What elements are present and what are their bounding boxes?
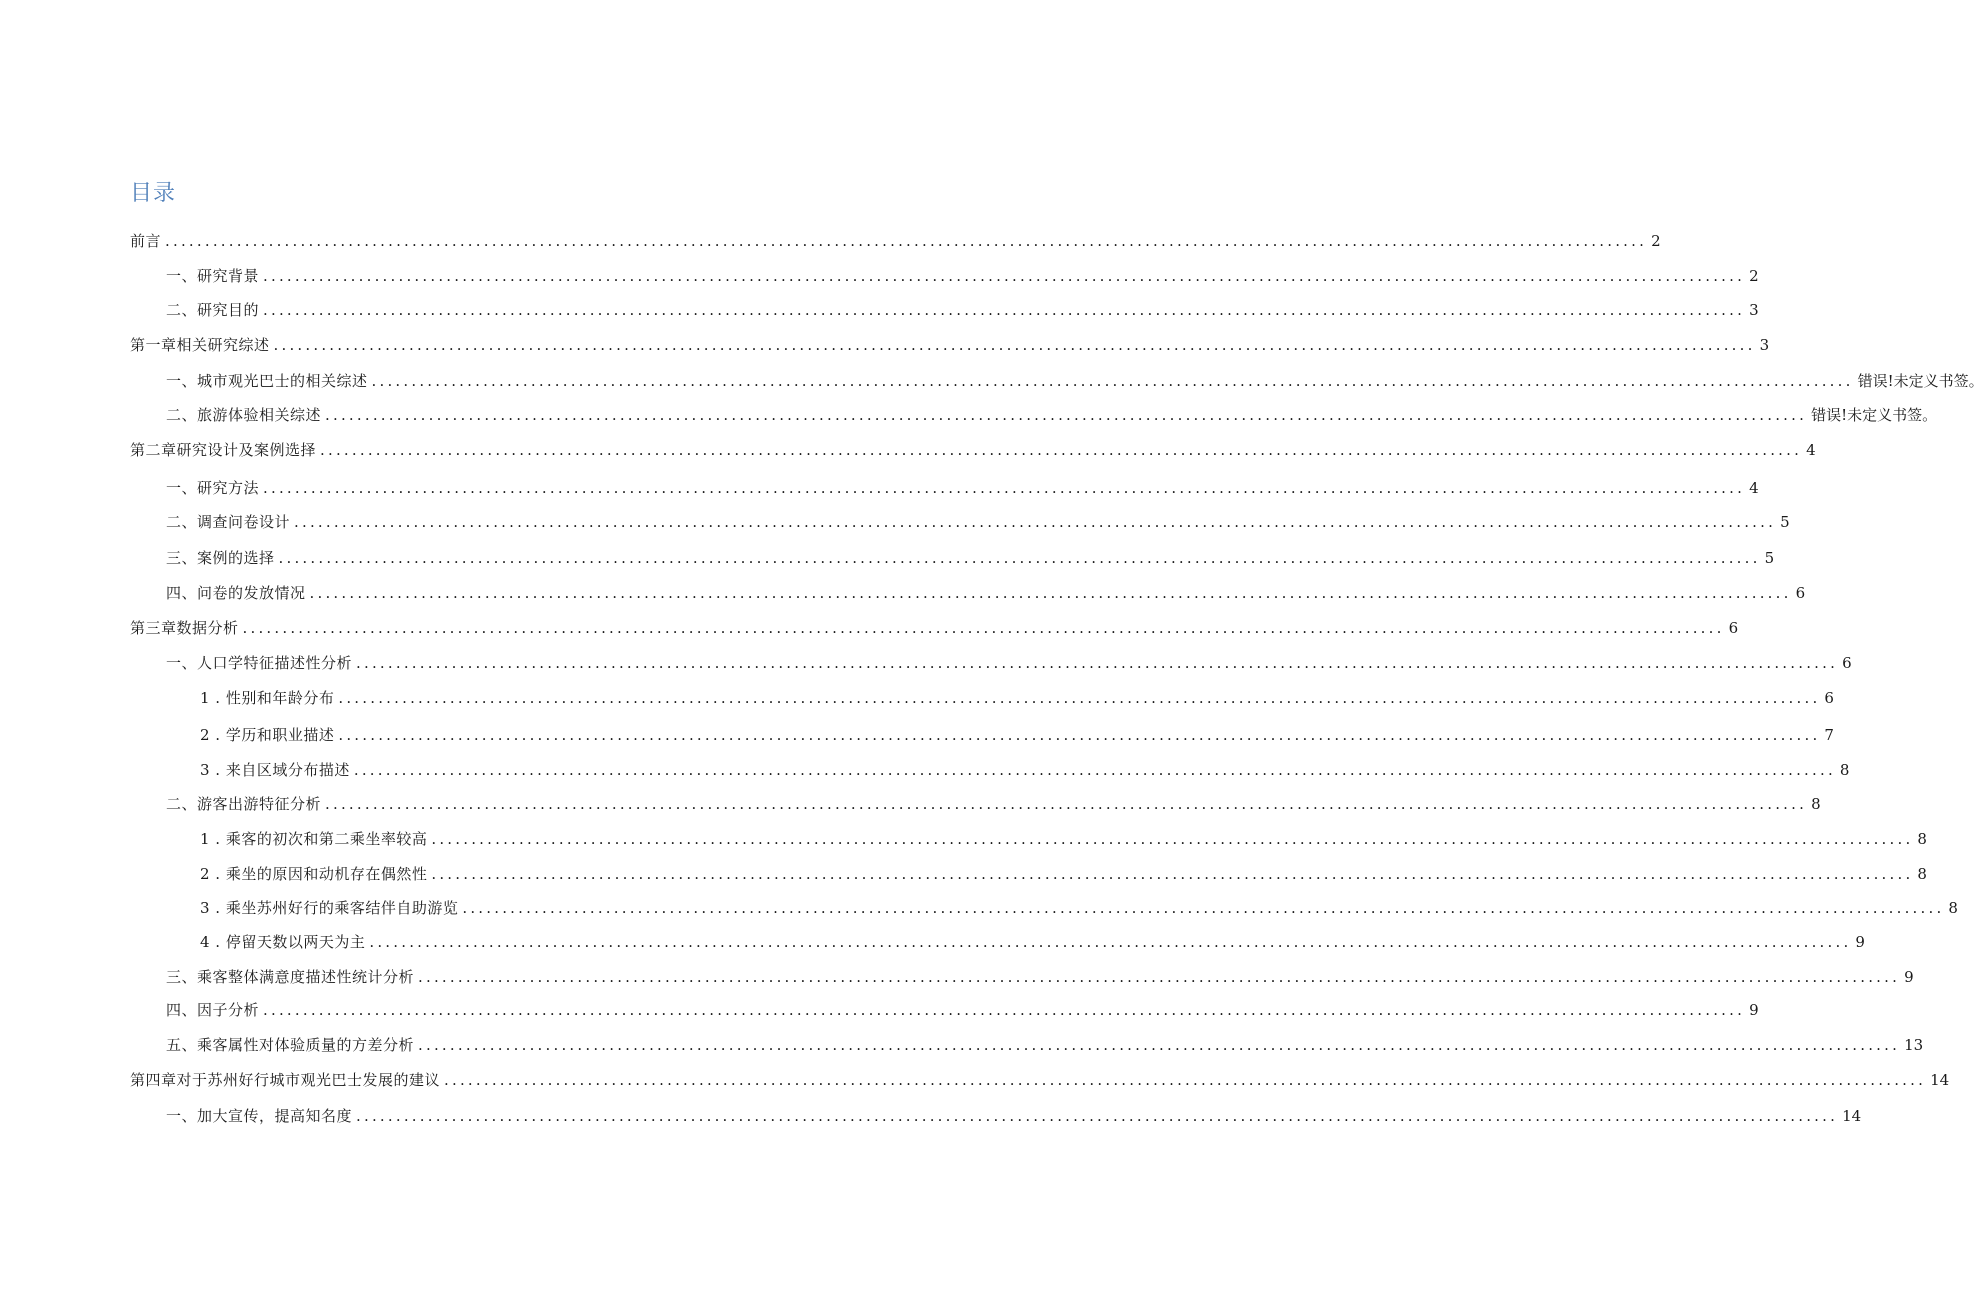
toc-entry-label: 一、人口学特征描述性分析 [166, 654, 353, 672]
toc-entry-label: 五、乘客属性对体验质量的方差分析 [166, 1036, 415, 1054]
toc-entry-questionnaire-distribution[interactable] [166, 581, 1806, 605]
dot-leader: .......................................................................................................................................................................................... [325, 795, 1808, 813]
toc-entry-page: 5 [1764, 549, 1775, 567]
toc-entry-label: 四、问卷的发放情况 [166, 584, 306, 602]
toc-entry-label: 四、因子分析 [166, 1001, 260, 1019]
toc-entry-preface[interactable] [130, 229, 1661, 253]
toc-entry-page: 2 [1651, 232, 1661, 250]
toc-entry-group-self-guided[interactable] [200, 896, 1958, 920]
toc-entry-research-background[interactable] [166, 264, 1759, 288]
toc-entry-research-method[interactable] [166, 476, 1759, 500]
toc-entry-label: 一、城市观光巴士的相关综述 [166, 372, 368, 390]
toc-entry-page: 4 [1806, 441, 1816, 459]
dot-leader: .......................................................................................................................................................................................... [369, 933, 1852, 951]
toc-entry-page: 6 [1824, 689, 1834, 707]
toc-entry-page: 9 [1904, 968, 1914, 986]
dot-leader: .......................................................................................................................................................................................... [325, 406, 1808, 424]
dot-leader: .......................................................................................................................................................................................... [263, 267, 1746, 285]
toc-entry-page: 4 [1749, 479, 1759, 497]
toc-entry-label: 2 . 学历和职业描述 [200, 726, 335, 744]
toc-entry-page: 8 [1917, 830, 1927, 848]
toc-entry-page: 14 [1842, 1107, 1862, 1125]
toc-entry-label: 二、旅游体验相关综述 [166, 406, 322, 424]
toc-entry-label: 4 . 停留天数以两天为主 [200, 933, 366, 951]
toc-entry-chapter-3[interactable] [130, 616, 1739, 640]
toc-entry-page: 8 [1917, 865, 1927, 883]
toc-entry-page: 9 [1855, 933, 1865, 951]
toc-entry-label: 二、调查问卷设计 [166, 513, 291, 531]
toc-entry-label: 三、乘客整体满意度描述性统计分析 [166, 968, 415, 986]
dot-leader: .......................................................................................................................................................................................... [320, 441, 1803, 459]
toc-entry-label: 二、游客出游特征分析 [166, 795, 322, 813]
toc-entry-label: 1 . 乘客的初次和第二乘坐率较高 [200, 830, 428, 848]
dot-leader: .......................................................................................................................................................................................... [338, 689, 1821, 707]
toc-entry-label: 第一章相关研究综述 [130, 336, 270, 354]
toc-entry-page: 错误!未定义书签。 [1857, 372, 1984, 390]
toc-entry-page: 5 [1780, 513, 1790, 531]
toc-entry-label: 1 . 性别和年龄分布 [200, 689, 335, 707]
dot-leader: .......................................................................................................................................................................................... [444, 1071, 1927, 1089]
toc-entry-label: 前言 [130, 232, 162, 250]
toc-entry-label: 三、案例的选择 [166, 549, 275, 567]
toc-entry-label: 二、研究目的 [166, 301, 260, 319]
toc-entry-label: 3 . 来自区域分布描述 [200, 761, 350, 779]
toc-entry-label: 第三章数据分析 [130, 619, 239, 637]
toc-entry-label: 一、研究背景 [166, 267, 260, 285]
toc-entry-tourism-experience-review[interactable] [166, 403, 1938, 427]
toc-entry-chapter-4[interactable] [130, 1068, 1950, 1092]
toc-entry-chapter-2[interactable] [130, 438, 1816, 462]
dot-leader: .......................................................................................................................................................................................... [263, 479, 1746, 497]
toc-entry-page: 6 [1795, 584, 1806, 602]
toc-entry-page: 8 [1948, 899, 1958, 917]
toc-entry-page: 14 [1930, 1071, 1950, 1089]
dot-leader: .......................................................................................................................................................................................... [431, 830, 1914, 848]
toc-entry-page: 2 [1749, 267, 1759, 285]
dot-leader: .......................................................................................................................................................................................... [431, 865, 1914, 883]
toc-entry-page: 8 [1811, 795, 1821, 813]
toc-entry-page: 8 [1839, 761, 1850, 779]
toc-entry-page: 3 [1749, 301, 1759, 319]
toc-entry-page: 错误!未定义书签。 [1811, 406, 1938, 424]
toc-entry-education-occupation[interactable] [200, 723, 1834, 747]
toc-entry-label: 第二章研究设计及案例选择 [130, 441, 317, 459]
dot-leader: .......................................................................................................................................................................................... [356, 1107, 1839, 1125]
dot-leader: .......................................................................................................................................................................................... [242, 619, 1725, 637]
toc-entry-demographics[interactable] [166, 651, 1852, 675]
toc-entry-satisfaction[interactable] [166, 965, 1914, 989]
dot-leader: .......................................................................................................................................................................................... [263, 1001, 1746, 1019]
toc-entry-ride-rate[interactable] [200, 827, 1927, 851]
toc-entry-ride-motivation[interactable] [200, 862, 1927, 886]
toc-entry-page: 13 [1904, 1036, 1924, 1054]
dot-leader: .......................................................................................................................................................................................... [263, 301, 1746, 319]
dot-leader: .......................................................................................................................................................................................... [418, 1036, 1901, 1054]
dot-leader: .......................................................................................................................................................................................... [371, 372, 1854, 390]
dot-leader: .......................................................................................................................................................................................... [273, 336, 1756, 354]
toc-entry-page: 9 [1749, 1001, 1759, 1019]
toc-entry-research-purpose[interactable] [166, 298, 1759, 322]
toc-entry-travel-characteristics[interactable] [166, 792, 1821, 816]
dot-leader: .......................................................................................................................................................................................... [165, 232, 1648, 250]
toc-title: 目录 [130, 181, 177, 206]
toc-entry-label: 一、研究方法 [166, 479, 260, 497]
toc-entry-variance-analysis[interactable] [166, 1033, 1924, 1057]
dot-leader: .......................................................................................................................................................................................... [353, 761, 1836, 779]
toc-entry-case-selection[interactable] [166, 546, 1775, 570]
toc-entry-label: 3 . 乘坐苏州好行的乘客结伴自助游览 [200, 899, 459, 917]
toc-entry-page: 7 [1824, 726, 1834, 744]
toc-entry-label: 2 . 乘坐的原因和动机存在偶然性 [200, 865, 428, 883]
toc-entry-sightseeing-bus-review[interactable] [166, 369, 1984, 393]
toc-entry-factor-analysis[interactable] [166, 998, 1759, 1022]
toc-entry-page: 3 [1759, 336, 1770, 354]
dot-leader: .......................................................................................................................................................................................... [356, 654, 1839, 672]
dot-leader: .......................................................................................................................................................................................... [338, 726, 1821, 744]
toc-entry-label: 第四章对于苏州好行城市观光巴士发展的建议 [130, 1071, 441, 1089]
dot-leader: .......................................................................................................................................................................................... [294, 513, 1777, 531]
toc-entry-gender-age[interactable] [200, 686, 1834, 710]
dot-leader: .......................................................................................................................................................................................... [278, 549, 1761, 567]
dot-leader: .......................................................................................................................................................................................... [462, 899, 1945, 917]
dot-leader: .......................................................................................................................................................................................... [309, 584, 1792, 602]
toc-entry-stay-duration[interactable] [200, 930, 1865, 954]
toc-entry-label: 一、加大宣传，提高知名度 [166, 1107, 353, 1125]
toc-entry-questionnaire-design[interactable] [166, 510, 1790, 534]
dot-leader: .......................................................................................................................................................................................... [418, 968, 1901, 986]
toc-entry-chapter-1[interactable] [130, 333, 1770, 357]
toc-entry-increase-publicity[interactable] [166, 1104, 1862, 1128]
toc-entry-page: 6 [1728, 619, 1739, 637]
toc-entry-page: 6 [1842, 654, 1852, 672]
toc-entry-region-distribution[interactable] [200, 758, 1850, 782]
